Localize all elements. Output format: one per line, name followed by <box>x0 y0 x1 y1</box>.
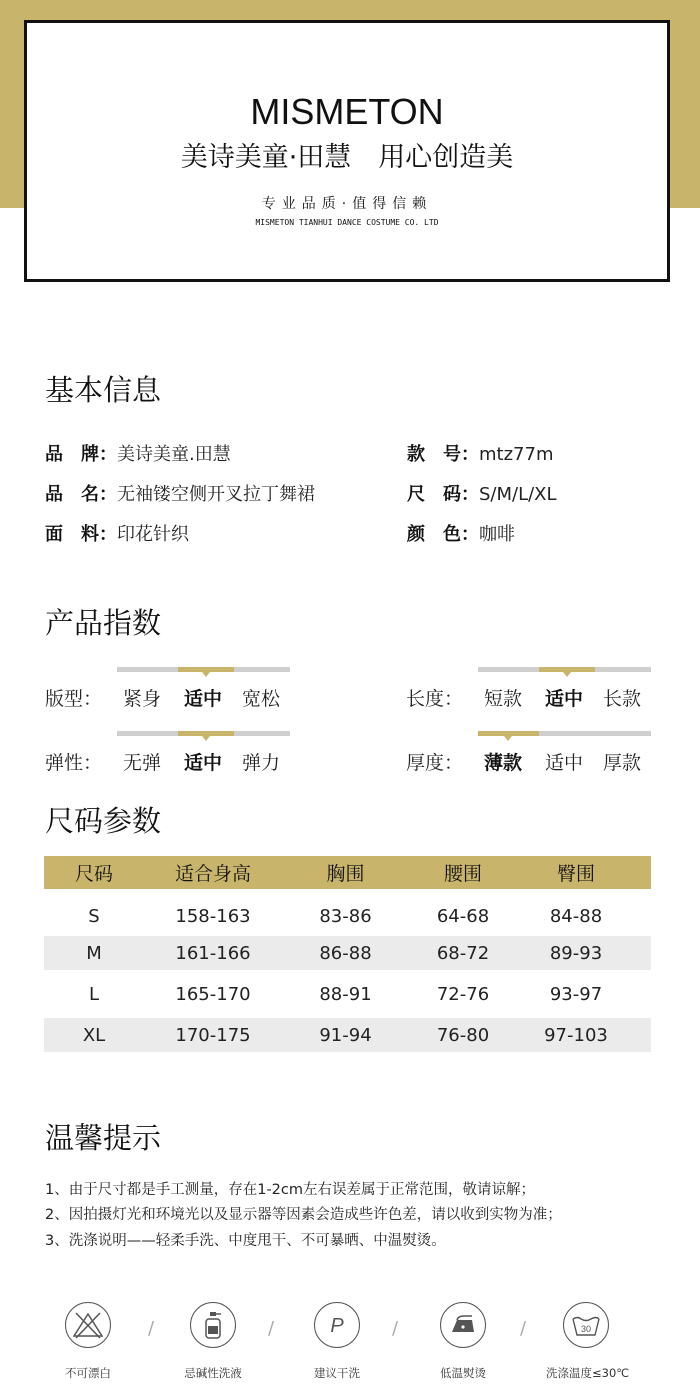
care-label: 建议干洗 <box>314 1366 360 1380</box>
size-table-header-cell: 胸围 <box>326 863 365 885</box>
table-cell: 84-88 <box>549 905 603 927</box>
table-cell: 161-166 <box>175 942 251 964</box>
table-cell: XL <box>82 1024 106 1046</box>
table-row <box>44 1018 651 1052</box>
table-cell: 97-103 <box>544 1024 608 1046</box>
low-temp-iron-icon <box>440 1302 486 1348</box>
care-dry-clean <box>297 1302 377 1381</box>
info-value: 咖啡 <box>479 524 515 545</box>
info-label: 面 料： <box>45 524 117 545</box>
info-label: 颜 色： <box>407 524 479 545</box>
index-label-fit: 版型： <box>45 688 103 710</box>
table-cell: 93-97 <box>549 983 603 1005</box>
care-separator: / <box>268 1318 275 1339</box>
size-table-header-cell: 腰围 <box>443 863 482 885</box>
care-separator: / <box>520 1318 527 1339</box>
index-option: 适中 <box>184 752 223 774</box>
index-length <box>478 667 656 727</box>
table-row <box>44 896 651 936</box>
table-cell: 68-72 <box>436 942 490 964</box>
index-option: 厚款 <box>603 752 642 774</box>
table-cell: 89-93 <box>549 942 603 964</box>
index-option: 宽松 <box>242 688 281 710</box>
size-table-header-cell: 尺码 <box>74 863 113 885</box>
basic-info-title: 基本信息 <box>45 373 162 407</box>
no-bleach-icon <box>65 1302 111 1348</box>
index-label-length: 长度： <box>406 688 464 710</box>
svg-text:P: P <box>330 1315 344 1337</box>
info-value: 无袖镂空侧开叉拉丁舞裙 <box>117 484 315 505</box>
care-wash-30 <box>546 1302 630 1381</box>
info-color <box>407 520 515 546</box>
brand-tagline: 专业品质·值得信赖 <box>261 196 433 212</box>
tip-line: 1、由于尺寸都是手工测量，存在1-2cm左右误差属于正常范围，敬请谅解； <box>45 1182 536 1198</box>
index-option: 弹力 <box>242 752 281 774</box>
care-label: 洗涤温度≤30℃ <box>546 1366 630 1380</box>
info-label: 品 牌： <box>45 444 117 465</box>
index-option: 薄款 <box>484 752 523 774</box>
care-label: 低温熨烫 <box>440 1366 486 1380</box>
brand-box <box>24 20 670 282</box>
table-cell: 86-88 <box>319 942 372 964</box>
table-cell: 83-86 <box>319 905 372 927</box>
care-low-temp-iron <box>423 1302 503 1381</box>
care-separator: / <box>392 1318 399 1339</box>
index-pointer <box>202 672 210 677</box>
care-label: 不可漂白 <box>65 1366 111 1380</box>
index-pointer <box>504 736 512 741</box>
table-cell: 72-76 <box>436 983 490 1005</box>
size-table-header <box>44 856 651 889</box>
table-cell: 158-163 <box>175 905 251 927</box>
info-value: 美诗美童.田慧 <box>117 444 231 465</box>
table-cell: 165-170 <box>175 983 251 1005</box>
table-row <box>44 936 651 970</box>
index-fit <box>117 667 295 727</box>
size-table-title: 尺码参数 <box>45 804 162 838</box>
index-option: 紧身 <box>123 688 162 710</box>
info-value: mtz77m <box>479 444 554 465</box>
info-fabric <box>45 520 189 546</box>
index-thickness <box>478 731 656 791</box>
index-label-thickness: 厚度： <box>406 752 464 774</box>
brand-company: MISMETON TIANHUI DANCE COSTUME CO. LTD <box>255 218 439 227</box>
brand-name: MISMETON <box>250 91 444 132</box>
table-cell: 76-80 <box>436 1024 490 1046</box>
size-table <box>44 856 651 1052</box>
table-cell: S <box>88 905 100 927</box>
care-separator: / <box>148 1318 155 1339</box>
info-style-no <box>407 440 553 466</box>
product-index-title: 产品指数 <box>45 606 162 640</box>
care-no-bleach <box>48 1302 128 1381</box>
index-option: 无弹 <box>123 752 162 774</box>
tip-line: 3、洗涤说明——轻柔手洗、中度甩干、不可暴晒、中温熨烫。 <box>45 1233 446 1249</box>
info-label: 品 名： <box>45 484 117 505</box>
table-cell: 64-68 <box>436 905 490 927</box>
info-product-name <box>45 480 315 506</box>
index-elasticity <box>117 731 295 791</box>
wash-30-icon <box>563 1302 609 1348</box>
care-label: 忌碱性洗液 <box>184 1366 242 1380</box>
no-alkaline-detergent-icon <box>190 1302 236 1348</box>
index-option: 适中 <box>545 752 584 774</box>
info-value: 印花针织 <box>117 524 189 545</box>
info-label: 尺 码： <box>407 484 479 505</box>
info-value: S/M/L/XL <box>479 484 557 505</box>
index-option: 适中 <box>184 688 223 710</box>
info-label: 款 号： <box>407 444 479 465</box>
index-label-elasticity: 弹性： <box>45 752 103 774</box>
size-table-header-cell: 适合身高 <box>174 863 251 885</box>
table-cell: 91-94 <box>319 1024 372 1046</box>
index-option: 短款 <box>484 688 523 710</box>
brand-slogan: 美诗美童·田慧 用心创造美 <box>180 142 514 173</box>
index-option: 适中 <box>545 688 584 710</box>
table-row <box>44 970 651 1018</box>
table-cell: M <box>86 942 102 964</box>
tip-line: 2、因拍摄灯光和环境光以及显示器等因素会造成些许色差，请以收到实物为准； <box>45 1207 562 1223</box>
table-cell: L <box>88 983 100 1005</box>
table-cell: 170-175 <box>175 1024 251 1046</box>
info-sizes <box>407 480 557 506</box>
index-option: 长款 <box>603 688 642 710</box>
info-brand <box>45 440 231 466</box>
index-pointer <box>202 736 210 741</box>
tips-title: 温馨提示 <box>45 1121 162 1155</box>
wash-temp-text: 30 <box>580 1324 592 1334</box>
table-cell: 88-91 <box>319 983 372 1005</box>
size-table-header-cell: 臀围 <box>556 863 595 885</box>
dry-clean-icon <box>314 1302 360 1348</box>
care-no-alkaline <box>173 1302 253 1381</box>
index-pointer <box>563 672 571 677</box>
